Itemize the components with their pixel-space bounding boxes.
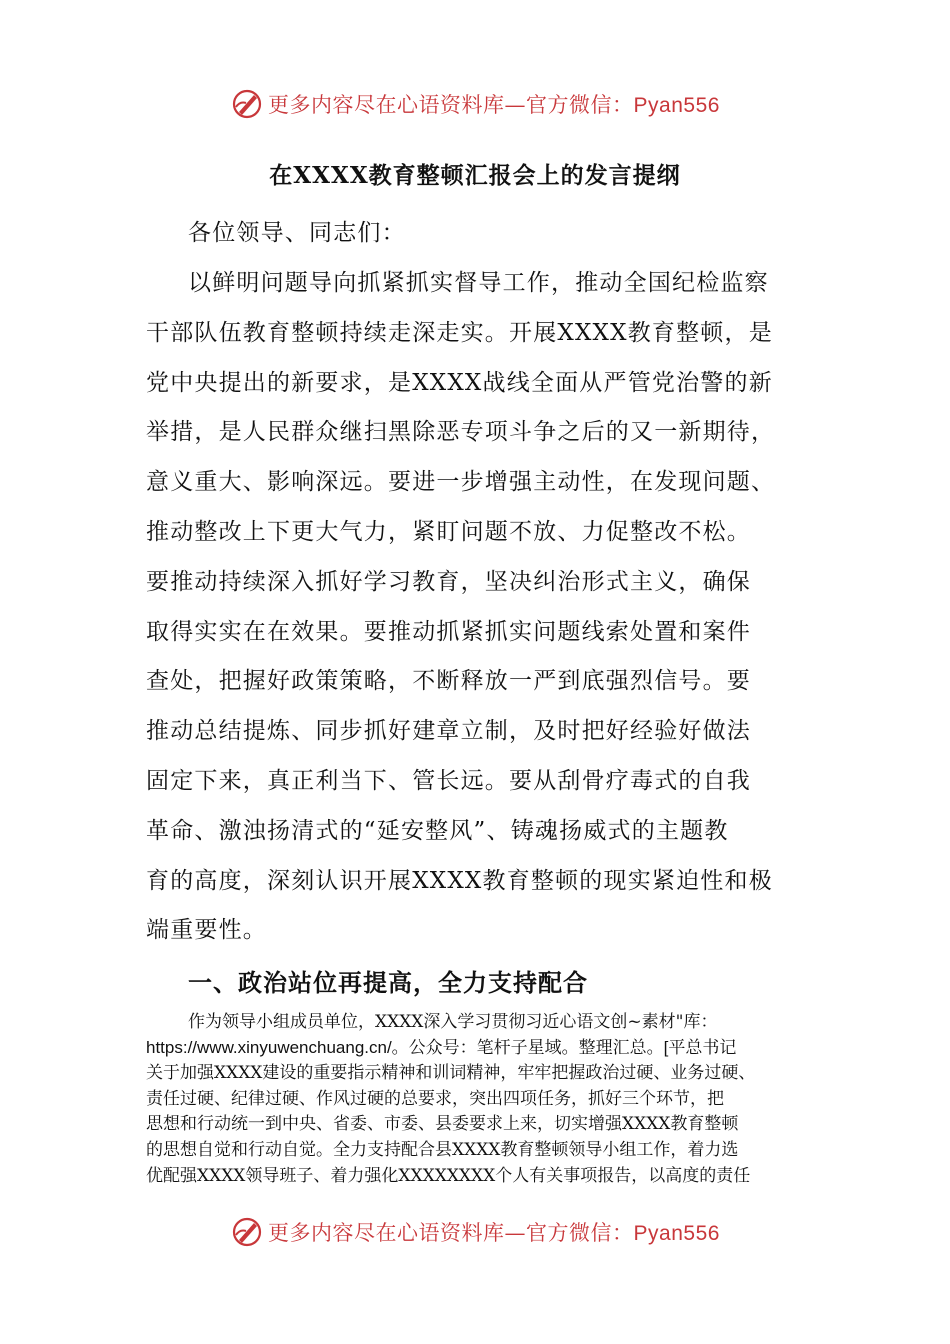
paragraph-line: 端重要性。 [146,917,267,944]
paragraph-line: 干部队伍教育整顿持续走深走实。开展XXXX教育整顿，是 [146,319,773,346]
document-title: 在XXXX教育整顿汇报会上的发言提纲 [269,162,681,189]
section-line: 作为领导小组成员单位，XXXX深入学习贯彻习近心语文创~素材"库： [188,1012,718,1032]
salutation: 各位领导、同志们： [188,220,406,246]
section-line: 优配强XXXX领导班子、着力强化XXXXXXXX个人有关事项报告，以高度的责任 [146,1165,751,1186]
header-watermark-banner [0,84,950,124]
wechat-id: Pyan556 [633,94,720,117]
paragraph-line: 意义重大、影响深远。要进一步增强主动性，在发现问题、 [146,469,776,496]
paragraph-line: 固定下来，真正利当下、管长远。要从刮骨疗毒式的自我 [146,768,751,794]
paragraph-line: 要推动持续深入抓好学习教育，坚决纠治形式主义，确保 [146,568,751,595]
section-line: 思想和行动统一到中央、省委、市委、县委要求上来，切实增强XXXX教育整顿 [146,1114,739,1135]
section-heading: 一、政治站位再提高，全力支持配合 [188,968,588,997]
banner-text: 更多内容尽在心语资料库—官方微信：Pyan556 [268,93,720,117]
pen-logo-icon [230,87,264,121]
paragraph-line: 推动整改上下更大气力，紧盯问题不放、力促整改不松。 [146,519,751,545]
paragraph-line: 革命、激浊扬清式的“延安整风”、铸魂扬威式的主题教 [146,817,729,844]
wechat-id: Pyan556 [633,1222,720,1245]
paragraph-line: 推动总结提炼、同步抓好建章立制，及时把好经验好做法 [146,718,751,745]
paragraph-line: 查处，把握好政策策略，不断释放一严到底强烈信号。要 [146,668,751,695]
pen-logo-icon [230,1215,264,1249]
paragraph-line: 以鲜明问题导向抓紧抓实督导工作，推动全国纪检监察 [188,270,769,296]
banner-text: 更多内容尽在心语资料库—官方微信：Pyan556 [268,1221,720,1245]
paragraph-line: 育的高度，深刻认识开展XXXX教育整顿的现实紧迫性和极 [146,867,773,894]
section-line: 责任过硬、纪律过硬、作风过硬的总要求，突出四项任务，抓好三个环节，把 [146,1088,724,1109]
section-line: 关于加强XXXX建设的重要指示精神和训词精神，牢牢把握政治过硬、业务过硬、 [146,1063,756,1084]
paragraph-line: 取得实实在在效果。要推动抓紧抓实问题线索处置和案件 [146,618,751,645]
paragraph-line: 党中央提出的新要求，是XXXX战线全面从严管党治警的新 [146,369,773,396]
section-line: 的思想自觉和行动自觉。全力支持配合县XXXX教育整顿领导小组工作，着力选 [146,1140,739,1160]
paragraph-line: 举措，是人民群众继扫黑除恶专项斗争之后的又一新期待， [146,419,776,446]
footer-watermark-banner [0,1212,950,1252]
section-line: https://www.xinyuwenchuang.cn/。公众号：笔杆子星域。整理汇总。[平总书记 [146,1037,737,1057]
